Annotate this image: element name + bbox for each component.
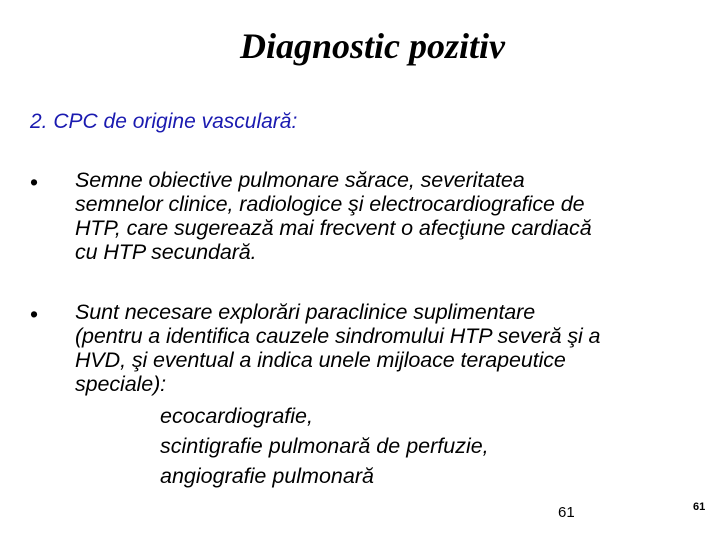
bullet-1-line: semnelor clinice, radiologice şi electrocardiografice de (75, 192, 585, 216)
slide-title: Diagnostic pozitiv (239, 26, 505, 66)
list-item: ecocardiografie, (160, 404, 313, 428)
investigations-list (160, 401, 489, 491)
bullet-text-2 (75, 300, 710, 396)
list-item: angiografie pulmonară (160, 464, 374, 488)
bullet-1-line: cu HTP secundară. (75, 240, 257, 264)
page-number-corner: 61 (693, 501, 706, 513)
bullet-text-1 (75, 168, 710, 264)
bullet-1-line: HTP, care sugerează mai frecvent o afecţiune cardiacă (75, 216, 592, 240)
bullet-2-line: HVD, şi eventual a indica unele mijloace terapeutice (75, 348, 566, 372)
page-number: 61 (558, 504, 575, 521)
bullet-2-line: speciale): (75, 372, 167, 396)
section-subtitle: 2. CPC de origine vasculară: (30, 110, 298, 133)
bullet-2-line: (pentru a identifica cauzele sindromului HTP severă şi a (75, 324, 601, 348)
bullet-2-line: Sunt necesare explorări paraclinice suplimentare (75, 300, 536, 324)
list-item: scintigrafie pulmonară de perfuzie, (160, 434, 489, 458)
bullet-1-line: Semne obiective pulmonare sărace, severitatea (75, 168, 525, 192)
bullet-marker: • (30, 301, 39, 327)
bullet-marker: • (30, 169, 39, 195)
